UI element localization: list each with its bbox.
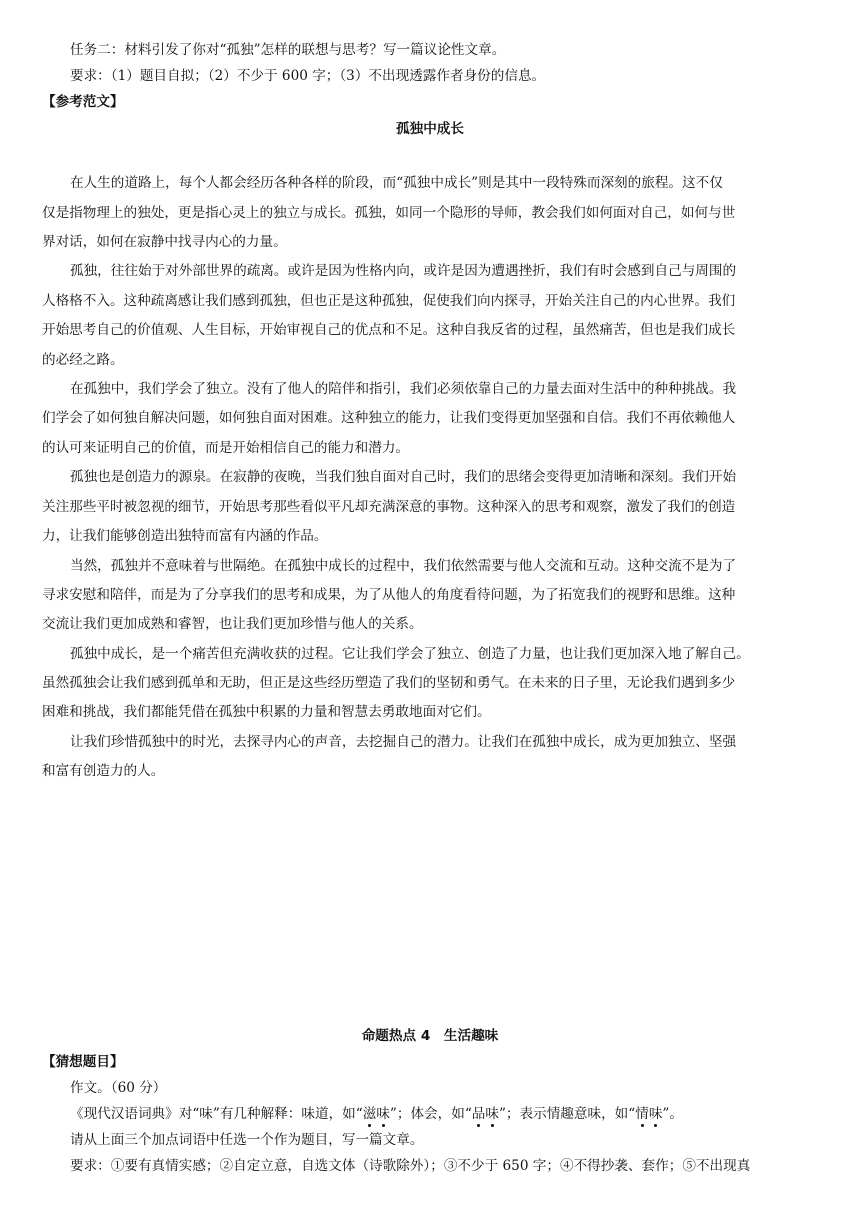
essay-line: 界对话，如何在寂静中找寻内心的力量。 — [42, 234, 287, 250]
dictionary-text: ”；体会，如“ — [389, 1106, 472, 1122]
essay-line: 孤独也是创造力的源泉。在寂静的夜晚，当我们独自面对自己时，我们的思绪会变得更加清晰和深刻。我们开始 — [70, 469, 737, 485]
dotted-char: 味 — [376, 1106, 390, 1122]
essay-line: 交流让我们更加成熟和睿智，也让我们更加珍惜与他人的关系。 — [42, 616, 423, 632]
essay-line: 仅是指物理上的独处，更是指心灵上的独立与成长。孤独，如同一个隐形的导师，教会我们如何面对自己，如何与世 — [42, 205, 736, 221]
dotted-char: 情 — [635, 1106, 649, 1122]
dictionary-text: ”。 — [662, 1106, 683, 1122]
choose-instruction: 请从上面三个加点词语中任选一个作为题目，写一篇文章。 — [70, 1132, 424, 1148]
essay-line: 的认可来证明自己的价值，而是开始相信自己的能力和潜力。 — [42, 440, 410, 456]
dotted-char: 味 — [648, 1106, 663, 1122]
dotted-char: 品 — [471, 1106, 486, 1122]
essay-line: 力，让我们能够创造出独特而富有内涵的作品。 — [42, 528, 328, 544]
essay-line: 孤独中成长，是一个痛苦但充满收获的过程。它让我们学会了独立、创造了力量，也让我们更加深入地了解自己。 — [70, 646, 750, 662]
essay-line: 们学会了如何独自解决问题，如何独自面对困难。这种独立的能力，让我们变得更加坚强和自信。我们不再依赖他人 — [42, 410, 736, 426]
dictionary-text: 《现代汉语词典》对“味”有几种解释：味道，如“ — [70, 1106, 363, 1122]
composition-requirements: 要求：①要有真情实感；②自定立意，自选文体（诗歌除外）；③不少于 650 字；④不得抄袭、套作；⑤不出现真 — [70, 1158, 751, 1174]
essay-line: 人格格不入。这种疏离感让我们感到孤独，但也正是这种孤独，促使我们向内探寻，开始关注自己的内心世界。我们 — [42, 293, 736, 309]
sample-essay-label: 【参考范文】 — [42, 94, 124, 110]
dictionary-text: ”；表示情趣意味，如“ — [498, 1106, 636, 1122]
essay-line: 在人生的道路上，每个人都会经历各种各样的阶段，而“孤独中成长”则是其中一段特殊而深刻的旅程。这不仅 — [70, 175, 723, 191]
essay-line: 当然，孤独并不意味着与世隔绝。在孤独中成长的过程中，我们依然需要与他人交流和互动。这种交流不是为了 — [70, 558, 737, 574]
essay-line: 的必经之路。 — [42, 352, 124, 368]
essay-line: 开始思考自己的价值观、人生目标，开始审视自己的优点和不足。这种自我反省的过程，虽然痛苦，但也是我们成长 — [42, 322, 736, 338]
dotted-char: 滋 — [362, 1106, 377, 1122]
task2-prompt: 任务二：材料引发了你对“孤独”怎样的联想与思考？写一篇议论性文章。 — [70, 42, 506, 58]
guess-topic-label: 【猜想题目】 — [42, 1054, 124, 1070]
essay-line: 寻求安慰和陪伴，而是为了分享我们的思考和成果，为了从他人的角度看待问题，为了拓宽我们的视野和思维。这种 — [42, 587, 736, 603]
dotted-char: 味 — [485, 1106, 499, 1122]
essay-line: 困难和挑战，我们都能凭借在孤独中积累的力量和智慧去勇敢地面对它们。 — [42, 704, 491, 720]
essay-title: 孤独中成长 — [396, 121, 464, 137]
dictionary-line — [70, 1104, 683, 1124]
composition-task: 作文。（60 分） — [70, 1080, 167, 1096]
task2-requirements: 要求：（1）题目自拟；（2）不少于 600 字；（3）不出现透露作者身份的信息。 — [70, 68, 546, 84]
hot-topic-heading: 命题热点 4 生活趣味 — [361, 1028, 499, 1044]
essay-line: 让我们珍惜孤独中的时光，去探寻内心的声音，去挖掘自己的潜力。让我们在孤独中成长，成为更加独立、坚强 — [70, 734, 737, 750]
essay-line: 在孤独中，我们学会了独立。没有了他人的陪伴和指引，我们必须依靠自己的力量去面对生活中的种种挑战。我 — [70, 381, 737, 397]
essay-line: 虽然孤独会让我们感到孤单和无助，但正是这些经历塑造了我们的坚韧和勇气。在未来的日子里，无论我们遇到多少 — [42, 675, 736, 691]
essay-line: 关注那些平时被忽视的细节，开始思考那些看似平凡却充满深意的事物。这种深入的思考和观察，激发了我们的创造 — [42, 499, 736, 515]
essay-line: 孤独，往往始于对外部世界的疏离。或许是因为性格内向，或许是因为遭遇挫折，我们有时会感到自己与周围的 — [70, 263, 737, 279]
essay-line: 和富有创造力的人。 — [42, 763, 165, 779]
